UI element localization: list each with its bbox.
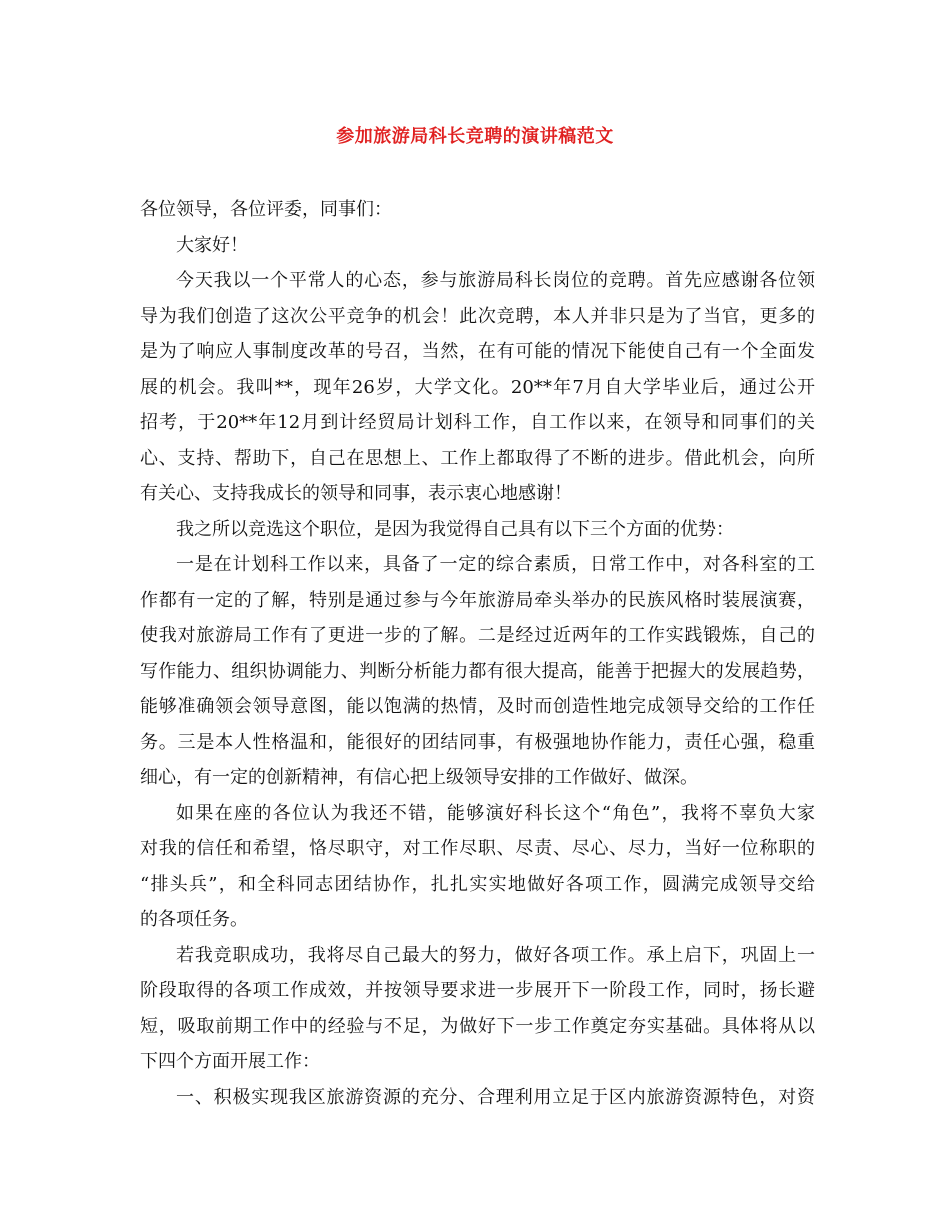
- text-line: 一是在计划科工作以来，具备了一定的综合素质，日常工作中，对各科室的工: [176, 554, 815, 575]
- text-line: 阶段取得的各项工作成效，并按领导要求进一步展开下一阶段工作，同时，扬长避: [140, 980, 815, 1001]
- text-line: 导为我们创造了这次公平竞争的机会！此次竞聘，本人并非只是为了当官，更多的: [140, 305, 815, 327]
- text-line: 如果在座的各位认为我还不错，能够演好科长这个“角色”，我将不辜负大家: [176, 802, 815, 824]
- text-line: 心、支持、帮助下，自己在思想上、工作上都取得了不断的进步。借此机会，向所: [140, 447, 815, 469]
- text-line: 使我对旅游局工作有了更进一步的了解。二是经过近两年的工作实践锻炼，自己的: [140, 625, 815, 646]
- text-line: 今天我以一个平常人的心态，参与旅游局科长岗位的竞聘。首先应感谢各位领: [176, 270, 815, 291]
- text-line: 写作能力、组织协调能力、判断分析能力都有很大提高，能善于把握大的发展趋势，: [140, 660, 815, 682]
- text-line: 我之所以竞选这个职位，是因为我觉得自己具有以下三个方面的优势：: [176, 518, 734, 540]
- text-line: 展的机会。我叫**，现年26岁，大学文化。20**年7月自大学毕业后，通过公开: [140, 376, 815, 398]
- text-line: 作都有一定的了解，特别是通过参与今年旅游局牵头举办的民族风格时装展演赛，: [140, 589, 815, 611]
- text-line: 的各项任务。: [140, 909, 248, 930]
- text-line: 能够准确领会领导意图，能以饱满的热情，及时而创造性地完成领导交给的工作任: [140, 696, 815, 717]
- text-line: 务。三是本人性格温和，能很好的团结同事，有极强地协作能力，责任心强，稳重: [140, 731, 815, 753]
- text-line: 下四个方面开展工作：: [140, 1051, 320, 1072]
- text-line: 大家好！: [176, 234, 248, 256]
- text-line: 招考，于20**年12月到计经贸局计划科工作，自工作以来，在领导和同事们的关: [140, 412, 815, 433]
- text-line: 是为了响应人事制度改革的号召，当然，在有可能的情况下能使自己有一个全面发: [140, 341, 815, 362]
- text-line: 细心，有一定的创新精神，有信心把上级领导安排的工作做好、做深。: [140, 767, 698, 788]
- text-line: 有关心、支持我成长的领导和同事，表示衷心地感谢！: [140, 483, 572, 504]
- text-line: 一、积极实现我区旅游资源的充分、合理利用立足于区内旅游资源特色，对资: [176, 1086, 815, 1108]
- text-line: 各位领导，各位评委，同事们：: [140, 199, 392, 220]
- text-line: 对我的信任和希望，恪尽职守，对工作尽职、尽责、尽心、尽力，当好一位称职的: [140, 838, 815, 859]
- document-title: 参加旅游局科长竞聘的演讲稿范文: [336, 126, 614, 147]
- text-line: 若我竞职成功，我将尽自己最大的努力，做好各项工作。承上启下，巩固上一: [176, 944, 815, 966]
- text-line: “排头兵”，和全科同志团结协作，扎扎实实地做好各项工作，圆满完成领导交给: [140, 873, 815, 895]
- text-line: 短，吸取前期工作中的经验与不足，为做好下一步工作奠定夯实基础。具体将从以: [140, 1015, 815, 1037]
- document-body: [140, 192, 815, 1115]
